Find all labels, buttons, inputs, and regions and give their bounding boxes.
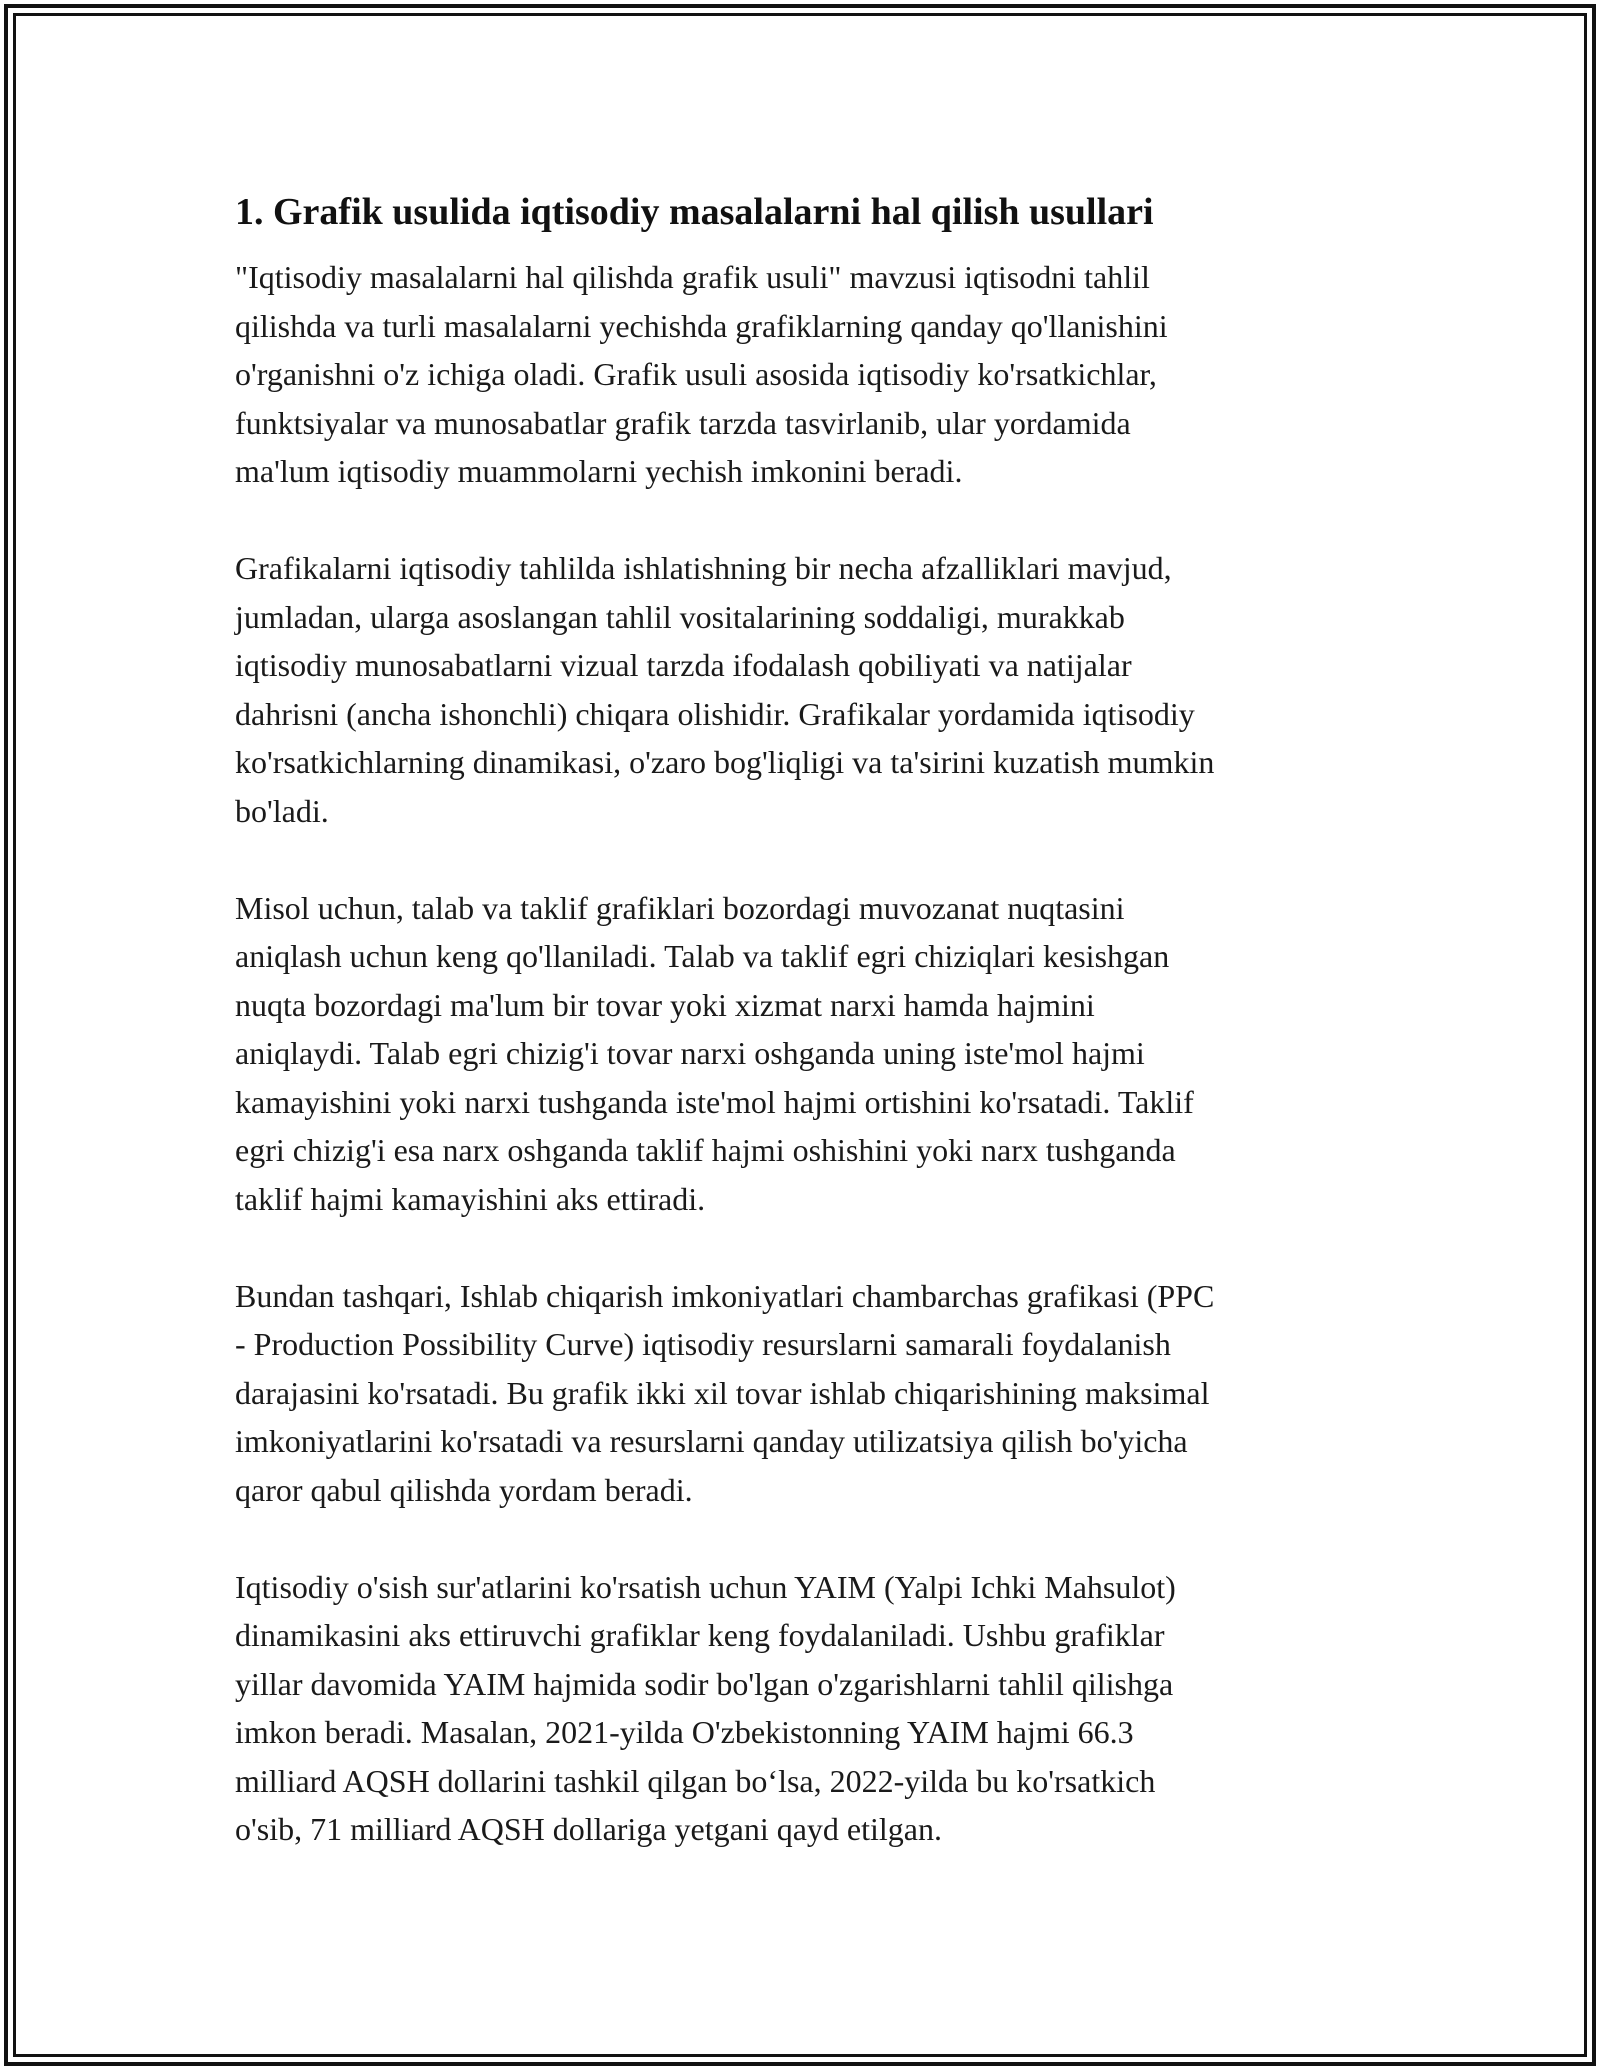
text-line: "Iqtisodiy masalalarni hal qilishda grafik usuli" mavzusi iqtisodni tahlil — [235, 259, 1150, 295]
text-line: qilishda va turli masalalarni yechishda grafiklarning qanday qo'llanishini — [235, 307, 1168, 344]
text-line: milliard AQSH dollarini tashkil qilgan bo‘lsa, 2022-yilda bu ko'rsatkich — [235, 1762, 1156, 1799]
text-line: aniqlaydi. Talab egri chizig'i tovar narxi oshganda uning iste'mol hajmi — [235, 1035, 1145, 1071]
paragraph-5 — [235, 1563, 1375, 1854]
text-line: Bundan tashqari, Ishlab chiqarish imkoniyatlari chambarchas grafikasi (PPC — [235, 1277, 1215, 1314]
text-line: Grafikalarni iqtisodiy tahlilda ishlatishning bir necha afzalliklari mavjud, — [235, 550, 1172, 586]
text-line: qaror qabul qilishda yordam beradi. — [235, 1471, 693, 1508]
text-line: dinamikasini aks ettiruvchi grafiklar keng foydalaniladi. Ushbu grafiklar — [235, 1617, 1165, 1653]
paragraph-3 — [235, 884, 1375, 1224]
text-line: ko'rsatkichlarning dinamikasi, o'zaro bog'liqligi va ta'sirini kuzatish mumkin — [235, 744, 1215, 780]
text-line: ma'lum iqtisodiy muammolarni yechish imkonini beradi. — [235, 453, 963, 489]
text-line: imkon beradi. Masalan, 2021-yilda O'zbekistonning YAIM hajmi 66.3 — [235, 1714, 1134, 1750]
text-line: iqtisodiy munosabatlarni vizual tarzda ifodalash qobiliyati va natijalar — [235, 647, 1132, 683]
document-body — [235, 186, 1375, 1902]
text-line: Iqtisodiy o'sish sur'atlarini ko'rsatish uchun YAIM (Yalpi Ichki Mahsulot) — [235, 1568, 1176, 1605]
text-line: - Production Possibility Curve) iqtisodiy resurslarni samarali foydalanish — [235, 1326, 1171, 1362]
text-line: Misol uchun, talab va taklif grafiklari bozordagi muvozanat nuqtasini — [235, 889, 1125, 926]
text-line: bo'ladi. — [235, 792, 329, 829]
text-line: o'sib, 71 milliard AQSH dollariga yetgani qayd etilgan. — [235, 1811, 942, 1847]
text-line: egri chizig'i esa narx oshganda taklif hajmi oshishini yoki narx tushganda — [235, 1132, 1176, 1168]
section-heading: 1. Grafik usulida iqtisodiy masalalarni hal qilish usullari — [235, 191, 1154, 233]
paragraph-4 — [235, 1272, 1375, 1515]
paragraph-1 — [235, 253, 1375, 496]
paragraph-2 — [235, 544, 1375, 835]
text-line: taklif hajmi kamayishini aks ettiradi. — [235, 1180, 706, 1217]
text-line: yillar davomida YAIM hajmida sodir bo'lgan o'zgarishlarni tahlil qilishga — [235, 1665, 1174, 1702]
text-line: darajasini ko'rsatadi. Bu grafik ikki xil tovar ishlab chiqarishining maksimal — [235, 1374, 1210, 1411]
text-line: funktsiyalar va munosabatlar grafik tarzda tasvirlanib, ular yordamida — [235, 404, 1131, 441]
text-line: imkoniyatlarini ko'rsatadi va resurslarni qanday utilizatsiya qilish bo'yicha — [235, 1423, 1188, 1459]
text-line: kamayishini yoki narxi tushganda iste'mol hajmi ortishini ko'rsatadi. Taklif — [235, 1083, 1194, 1120]
text-line: o'rganishni o'z ichiga oladi. Grafik usuli asosida iqtisodiy ko'rsatkichlar, — [235, 356, 1157, 392]
text-line: nuqta bozordagi ma'lum bir tovar yoki xizmat narxi hamda hajmini — [235, 986, 1095, 1023]
text-line: aniqlash uchun keng qo'llaniladi. Talab va taklif egri chiziqlari kesishgan — [235, 938, 1170, 974]
text-line: dahrisni (ancha ishonchli) chiqara olishidir. Grafikalar yordamida iqtisodiy — [235, 695, 1195, 732]
text-line: jumladan, ularga asoslangan tahlil vositalarining soddaligi, murakkab — [235, 598, 1125, 635]
